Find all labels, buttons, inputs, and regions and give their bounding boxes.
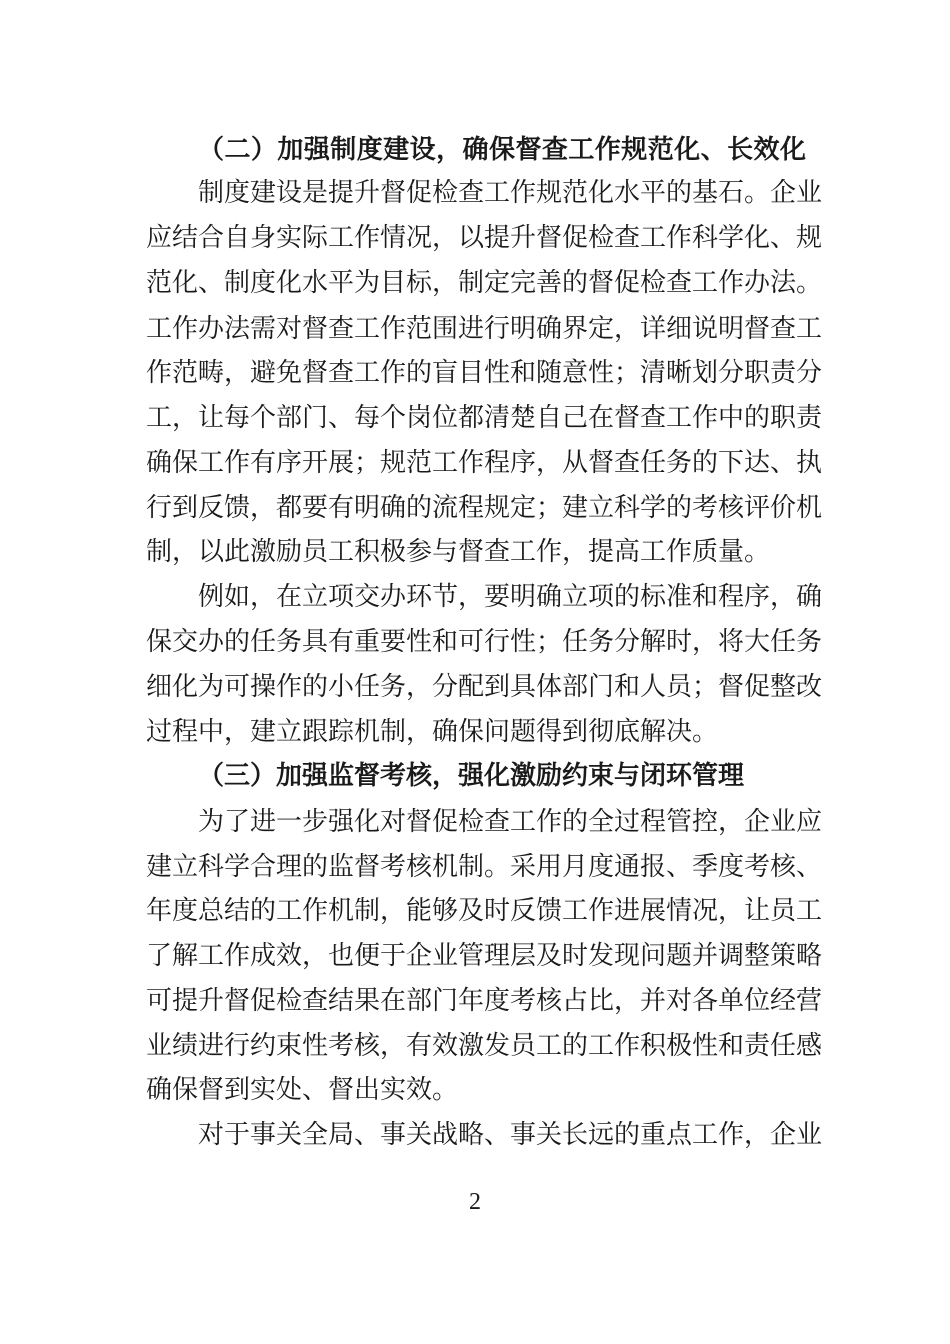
paragraph-line: 业绩进行约束性考核，有效激发员工的工作积极性和责任感: [146, 1031, 823, 1061]
paragraph-line: 过程中，建立跟踪机制，确保问题得到彻底解决。: [146, 717, 719, 747]
paragraph-line: 制度建设是提升督促检查工作规范化水平的基石。企业: [198, 178, 823, 208]
paragraph-line: 例如，在立项交办环节，要明确立项的标准和程序，确: [198, 582, 823, 612]
paragraph-line: 可提升督促检查结果在部门年度考核占比，并对各单位经营: [146, 986, 823, 1016]
paragraph-line: 工作办法需对督查工作范围进行明确界定，详细说明督查工: [146, 314, 823, 344]
page-number: 2: [469, 1189, 481, 1215]
paragraph-line: 确保督到实处、督出实效。: [146, 1075, 459, 1105]
paragraph-line: 年度总结的工作机制，能够及时反馈工作进展情况，让员工: [146, 896, 823, 926]
paragraph-line: 了解工作成效，也便于企业管理层及时发现问题并调整策略: [146, 941, 823, 971]
paragraph-line: 工，让每个部门、每个岗位都清楚自己在督查工作中的职责: [146, 403, 823, 433]
paragraph-line: 细化为可操作的小任务，分配到具体部门和人员；督促整改: [146, 672, 823, 702]
section-2-heading: （二）加强制度建设，确保督查工作规范化、长效化: [198, 135, 806, 165]
paragraph-line: 保交办的任务具有重要性和可行性；任务分解时，将大任务: [146, 627, 823, 657]
paragraph-line: 行到反馈，都要有明确的流程规定；建立科学的考核评价机: [146, 493, 823, 523]
paragraph-line: 为了进一步强化对督促检查工作的全过程管控，企业应: [198, 807, 823, 837]
paragraph-line: 范化、制度化水平为目标，制定完善的督促检查工作办法。: [146, 268, 823, 298]
paragraph-line: 对于事关全局、事关战略、事关长远的重点工作，企业: [198, 1120, 823, 1150]
paragraph-line: 制，以此激励员工积极参与督查工作，提高工作质量。: [146, 537, 771, 567]
paragraph-line: 确保工作有序开展；规范工作程序，从督查任务的下达、执: [146, 448, 823, 478]
paragraph-line: 建立科学合理的监督考核机制。采用月度通报、季度考核、: [146, 852, 823, 882]
section-3-heading: （三）加强监督考核，强化激励约束与闭环管理: [198, 761, 745, 791]
paragraph-line: 作范畴，避免督查工作的盲目性和随意性；清晰划分职责分: [146, 358, 823, 388]
paragraph-line: 应结合自身实际工作情况，以提升督促检查工作科学化、规: [146, 223, 823, 253]
